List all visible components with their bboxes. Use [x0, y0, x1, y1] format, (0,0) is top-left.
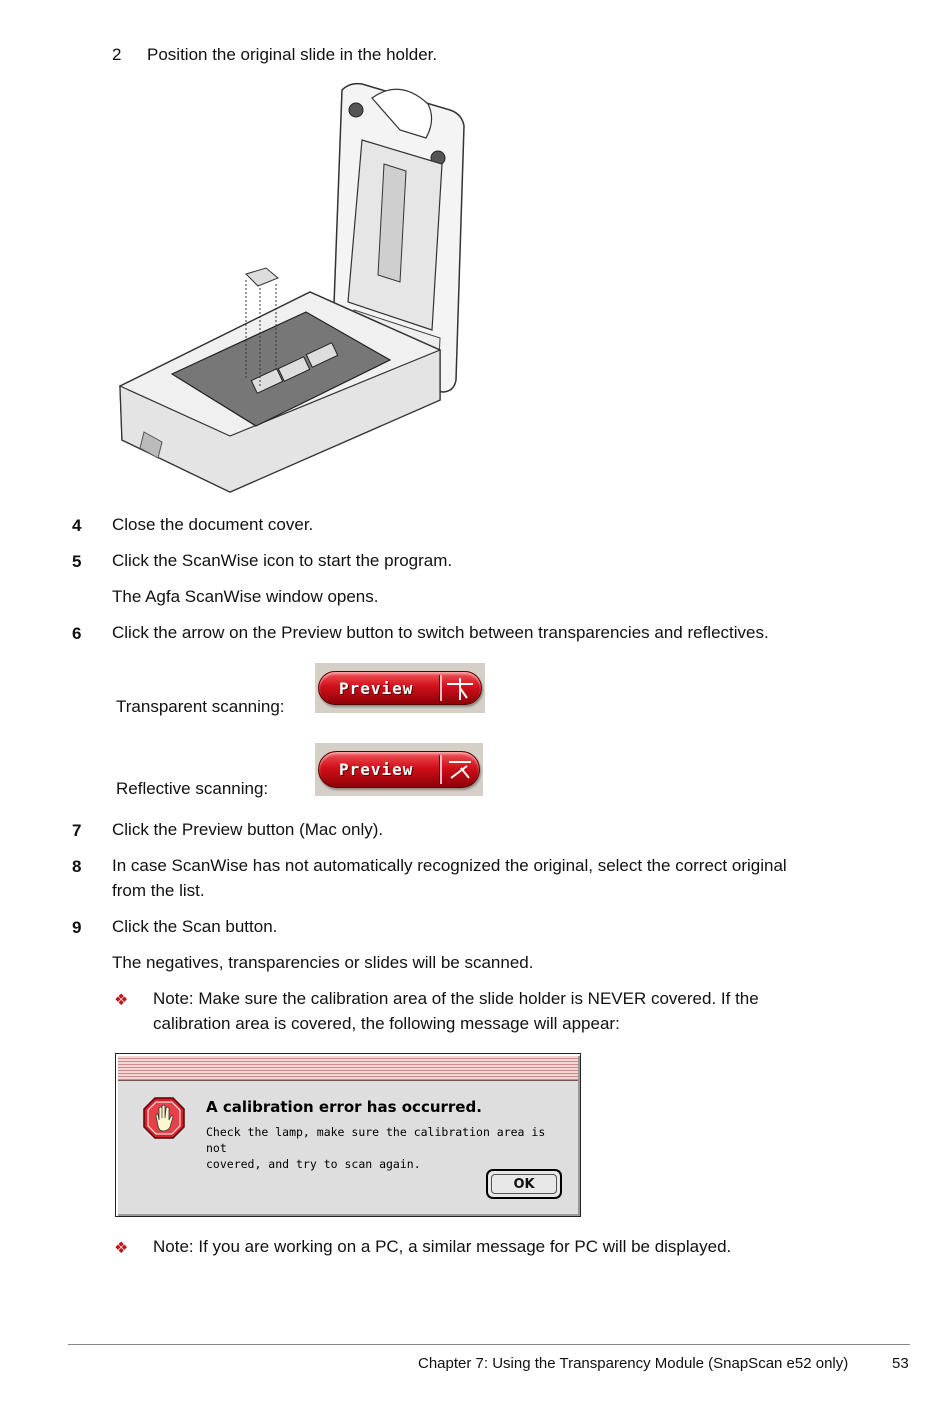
ok-button-label: OK [513, 1176, 535, 1192]
step-9-text: Click the Scan button. [112, 917, 278, 936]
step-7-text: Click the Preview button (Mac only). [112, 820, 384, 839]
preview-button-transparent-screenshot [315, 663, 485, 713]
step-8-text-line2: from the list. [112, 881, 205, 900]
step-4-number: 4 [72, 516, 82, 535]
preview-button-transparent [318, 671, 482, 705]
footer-chapter-title: Chapter 7: Using the Transparency Module (SnapScan e52 only) [418, 1355, 849, 1372]
step-9-result-text: The negatives, transparencies or slides will be scanned. [112, 953, 534, 972]
dialog-title: A calibration error has occurred. [206, 1098, 482, 1116]
step-2-text: Position the original slide in the holder. [147, 45, 438, 64]
note-1-line2: calibration area is covered, the following message will appear: [153, 1014, 620, 1033]
note-2-text: Note: If you are working on a PC, a similar message for PC will be displayed. [153, 1237, 732, 1256]
step-2-number: 2 [112, 45, 122, 64]
page-number: 53 [892, 1355, 909, 1372]
step-4-text: Close the document cover. [112, 515, 314, 534]
transparency-arrow-icon [443, 674, 477, 704]
step-5-number: 5 [72, 552, 82, 571]
step-8-number: 8 [72, 857, 82, 876]
preview-button-label: Preview [339, 679, 414, 698]
step-5-result-text: The Agfa ScanWise window opens. [112, 587, 379, 606]
dialog-title-bar [118, 1056, 578, 1081]
preview-button-reflective-screenshot [315, 743, 483, 796]
preview-button-label: Preview [339, 760, 414, 779]
note-1-line1: Note: Make sure the calibration area of the slide holder is NEVER covered. If the [153, 989, 759, 1008]
step-8-text-line1: In case ScanWise has not automatically recognized the original, select the correct original [112, 856, 787, 875]
step-7-number: 7 [72, 821, 82, 840]
step-6-text: Click the arrow on the Preview button to switch between transparencies and reflectives. [112, 623, 769, 642]
stop-hand-icon [142, 1096, 186, 1140]
note-bullet-icon: ❖ [114, 992, 129, 1009]
preview-button-divider [439, 755, 442, 784]
preview-button-reflective [318, 751, 480, 788]
scanner-slide-holder-illustration [110, 80, 480, 500]
reflective-scanning-label: Reflective scanning: [116, 779, 269, 798]
note-bullet-icon: ❖ [114, 1240, 129, 1257]
transparent-scanning-label: Transparent scanning: [116, 697, 285, 716]
step-9-number: 9 [72, 918, 82, 937]
step-5-text: Click the ScanWise icon to start the program. [112, 551, 453, 570]
preview-button-divider [439, 675, 442, 701]
dialog-message [206, 1124, 556, 1172]
reflective-arrow-icon [443, 754, 477, 784]
ok-button[interactable] [486, 1169, 562, 1199]
dialog-message-line2: covered, and try to scan again. [206, 1157, 421, 1171]
dialog-message-line1: Check the lamp, make sure the calibration area is not [206, 1125, 546, 1155]
footer-rule [68, 1344, 910, 1345]
step-6-number: 6 [72, 624, 82, 643]
calibration-error-dialog [115, 1053, 581, 1217]
